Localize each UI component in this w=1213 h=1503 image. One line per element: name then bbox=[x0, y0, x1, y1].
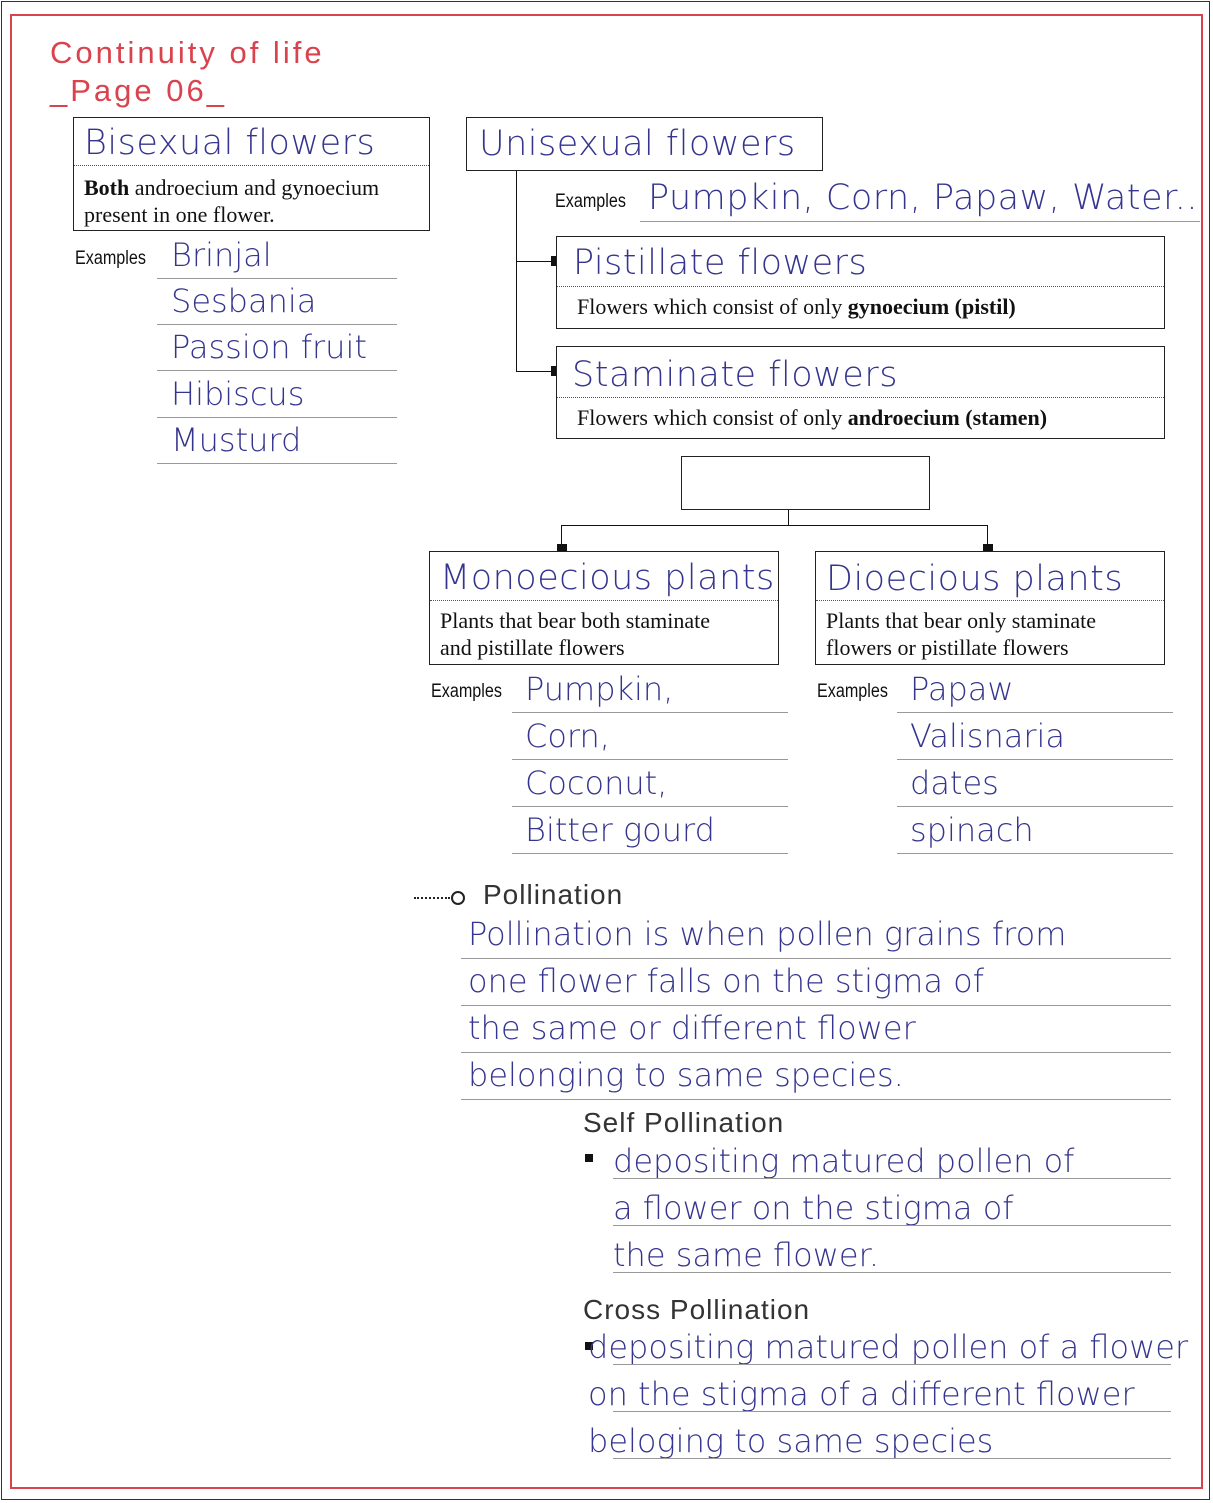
rule-line bbox=[512, 759, 788, 760]
example-item: Papaw bbox=[910, 670, 1014, 708]
pollination-line: belonging to same species. bbox=[468, 1056, 904, 1094]
rule-line bbox=[512, 853, 788, 854]
example-item: Bitter gourd bbox=[525, 811, 715, 849]
rule-line bbox=[613, 1225, 1171, 1226]
self-pollination-line: a flower on the stigma of bbox=[613, 1189, 1014, 1227]
connector-line bbox=[561, 525, 988, 526]
example-item: Coconut, bbox=[525, 764, 668, 802]
dioecious-plants-desc bbox=[816, 601, 1164, 661]
rule-line bbox=[897, 712, 1173, 713]
rule-line bbox=[897, 806, 1173, 807]
pistillate-flowers-box bbox=[556, 236, 1165, 329]
cross-pollination-line: beloging to same species bbox=[588, 1422, 994, 1460]
example-item: Sesbania bbox=[171, 282, 317, 321]
self-pollination-line: depositing matured pollen of bbox=[613, 1142, 1075, 1180]
example-item: Corn, bbox=[525, 717, 610, 755]
bullet-icon bbox=[585, 1154, 593, 1162]
staminate-flowers-desc bbox=[557, 398, 1164, 431]
pistillate-desc-plain: Flowers which consist of only bbox=[577, 294, 848, 319]
connector-line bbox=[788, 510, 789, 526]
example-item: Pumpkin, bbox=[525, 670, 674, 708]
connector-line bbox=[516, 371, 556, 372]
rule-line bbox=[461, 1005, 1171, 1006]
bisexual-desc-part1: androecium and gynoecium bbox=[129, 175, 380, 200]
self-pollination-heading: Self Pollination bbox=[583, 1107, 785, 1138]
cross-pollination-line: depositing matured pollen of a flower bbox=[588, 1328, 1189, 1366]
unisexual-examples: Pumpkin, Corn, Papaw, Water.. bbox=[648, 178, 1198, 218]
unisexual-examples-label: Examples bbox=[555, 191, 626, 212]
example-item: Musturd bbox=[171, 420, 302, 459]
staminate-flowers-box bbox=[556, 346, 1165, 439]
rule-line bbox=[157, 370, 397, 371]
staminate-desc-bold: androecium (stamen) bbox=[847, 405, 1048, 430]
rule-line bbox=[157, 463, 397, 464]
monoecious-desc-line1: Plants that bear both staminate bbox=[440, 608, 711, 633]
rule-line bbox=[157, 278, 397, 279]
rule-line bbox=[613, 1178, 1171, 1179]
rule-line bbox=[461, 1052, 1171, 1053]
pistillate-flowers-title: Pistillate flowers bbox=[573, 243, 868, 283]
connector-line bbox=[516, 261, 556, 262]
dioecious-plants-box bbox=[815, 551, 1165, 665]
rule-line bbox=[613, 1272, 1171, 1273]
pollination-node-icon bbox=[451, 891, 465, 905]
example-item: Brinjal bbox=[171, 236, 272, 274]
cross-pollination-line: on the stigma of a different flower bbox=[588, 1375, 1135, 1413]
monoecious-plants-title: Monoecious plants bbox=[440, 558, 775, 598]
rule-line bbox=[157, 324, 397, 325]
bisexual-desc-part2: present in one flower. bbox=[84, 202, 275, 227]
rule-line bbox=[512, 806, 788, 807]
rule-line bbox=[613, 1364, 1171, 1365]
rule-line bbox=[512, 712, 788, 713]
self-pollination-line: the same flower. bbox=[613, 1236, 879, 1274]
dioecious-desc-line1: Plants that bear only staminate bbox=[826, 608, 1097, 633]
rule-line bbox=[640, 221, 1200, 222]
staminate-flowers-title: Staminate flowers bbox=[572, 355, 898, 395]
unisexual-flowers-box bbox=[466, 117, 823, 171]
pollination-line: the same or different flower bbox=[468, 1009, 916, 1047]
rule-line bbox=[461, 958, 1171, 959]
rule-line bbox=[897, 759, 1173, 760]
bisexual-examples-label: Examples bbox=[75, 248, 146, 269]
dioecious-plants-title: Dioecious plants bbox=[826, 559, 1124, 599]
monoecious-desc-line2: and pistillate flowers bbox=[440, 635, 625, 660]
pistillate-flowers-desc bbox=[557, 287, 1164, 320]
monoecious-plants-box bbox=[429, 551, 779, 665]
cross-pollination-heading: Cross Pollination bbox=[583, 1294, 811, 1325]
connector-line bbox=[516, 171, 517, 372]
bisexual-desc-bold: Both bbox=[84, 175, 130, 200]
pollination-line: one flower falls on the stigma of bbox=[468, 962, 984, 1000]
monoecious-examples-label: Examples bbox=[431, 681, 502, 702]
rule-line bbox=[613, 1458, 1171, 1459]
example-item: dates bbox=[910, 764, 999, 802]
page-number: _Page 06_ bbox=[50, 73, 227, 108]
bisexual-flowers-title: Bisexual flowers bbox=[84, 123, 376, 163]
example-item: Passion fruit bbox=[171, 328, 367, 367]
example-item: spinach bbox=[910, 811, 1034, 849]
page-title: Continuity of life bbox=[50, 35, 325, 70]
pollination-heading: Pollination bbox=[483, 879, 624, 910]
bisexual-flowers-box bbox=[73, 117, 430, 231]
pollination-leader-line bbox=[414, 897, 450, 899]
rule-line bbox=[157, 417, 397, 418]
rule-line bbox=[613, 1411, 1171, 1412]
pollination-line: Pollination is when pollen grains from bbox=[468, 915, 1067, 953]
pistillate-desc-bold: gynoecium (pistil) bbox=[847, 294, 1016, 319]
rule-line bbox=[897, 853, 1173, 854]
unisexual-flowers-title: Unisexual flowers bbox=[479, 124, 796, 164]
rule-line bbox=[461, 1099, 1171, 1100]
blank-answer-box[interactable] bbox=[681, 456, 930, 510]
dioecious-desc-line2: flowers or pistillate flowers bbox=[826, 635, 1069, 660]
bisexual-flowers-desc bbox=[74, 166, 429, 228]
dioecious-examples-label: Examples bbox=[817, 681, 888, 702]
example-item: Valisnaria bbox=[910, 717, 1066, 755]
example-item: Hibiscus bbox=[171, 374, 305, 413]
monoecious-plants-desc bbox=[430, 601, 778, 661]
staminate-desc-plain: Flowers which consist of only bbox=[577, 405, 848, 430]
